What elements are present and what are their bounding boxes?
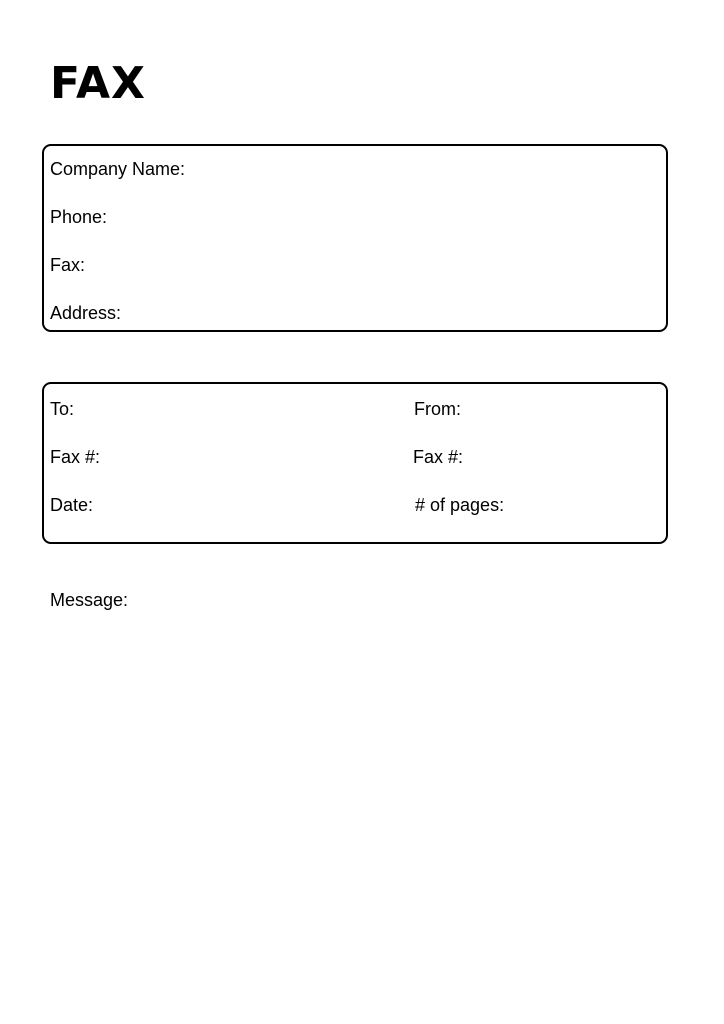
fax-title: FAX	[50, 58, 146, 109]
phone-label: Phone:	[50, 207, 108, 227]
to-fax-number-label: Fax #:	[50, 447, 101, 467]
pages-count-label: # of pages:	[415, 495, 505, 515]
address-label: Address:	[50, 303, 122, 323]
company-info-box	[42, 144, 668, 332]
company-fax-label: Fax:	[50, 255, 86, 275]
from-label: From:	[414, 399, 461, 419]
date-label: Date:	[50, 495, 94, 515]
routing-info-box	[42, 382, 668, 544]
to-label: To:	[50, 399, 75, 419]
company-name-label: Company Name:	[50, 159, 186, 179]
from-fax-number-label: Fax #:	[413, 447, 464, 467]
message-label: Message:	[50, 590, 129, 610]
